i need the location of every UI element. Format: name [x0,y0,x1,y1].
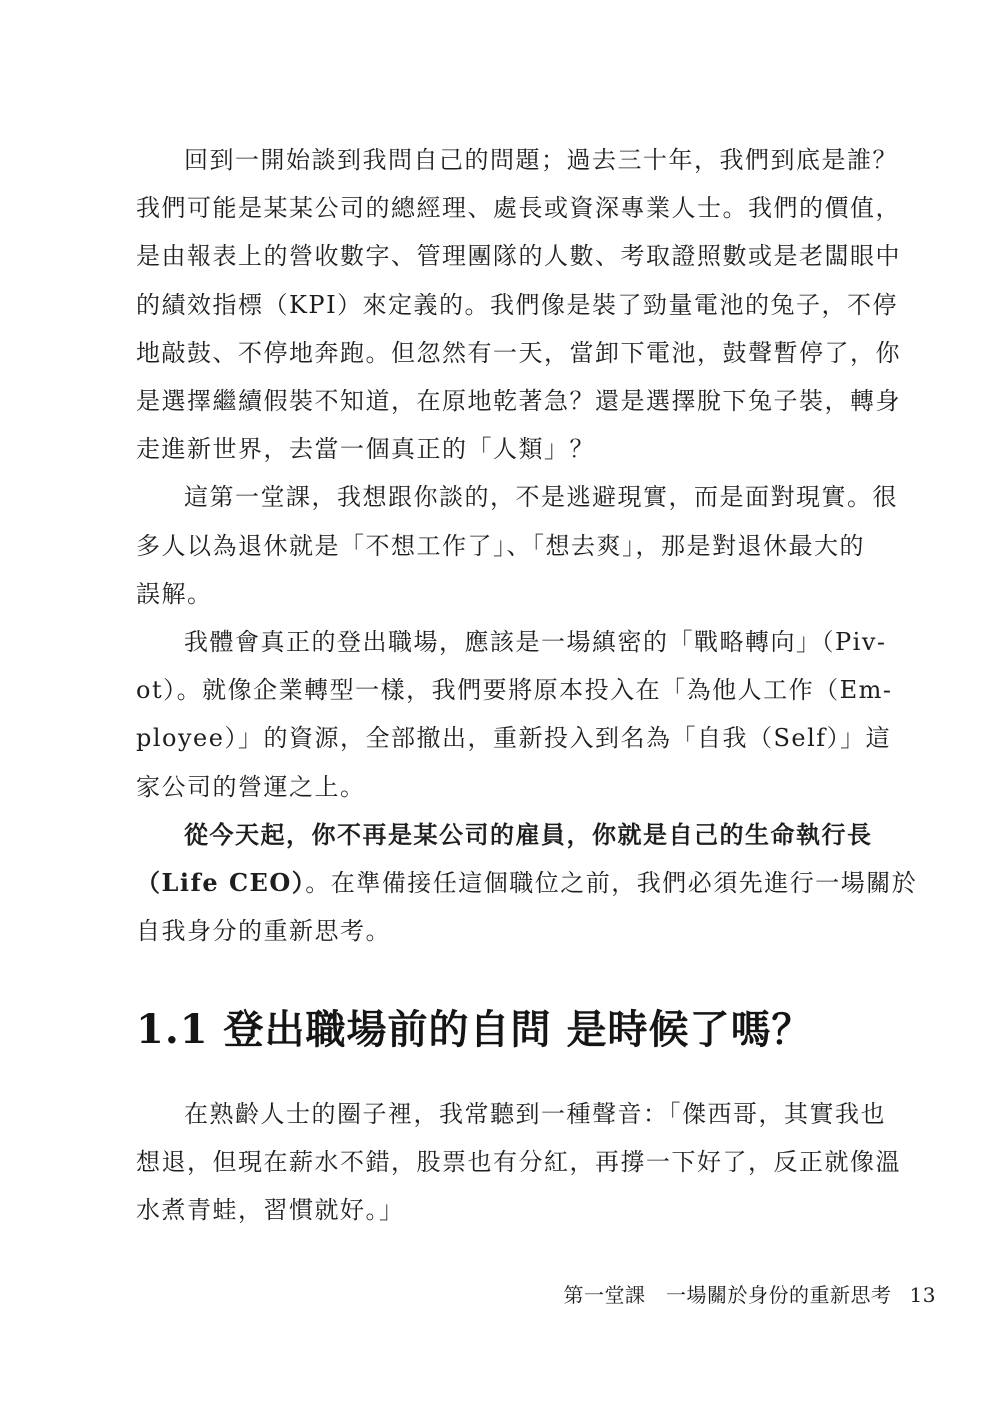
paragraph-2 [136,473,900,618]
text-line: 自我身分的重新思考。 [136,917,391,946]
text-line: 回到一開始談到我問自己的問題；過去三十年，我們到底是誰？ [184,146,898,174]
running-title: 第一堂課 一場關於身份的重新思考 [563,1283,892,1307]
text-line: 這第一堂課，我想跟你談的，不是逃避現實，而是面對現實。很 [184,483,898,512]
text-line: 家公司的營運之上。 [136,772,366,801]
text-line: 地敲鼓、不停地奔跑。但忽然有一天，當卸下電池，鼓聲暫停了，你 [136,338,901,367]
body-text-top [136,136,918,955]
body-text-bottom [136,1090,900,1235]
text-line: 在熟齡人士的圈子裡，我常聽到一種聲音：「傑西哥，其實我也 [184,1100,886,1128]
text-line: 多人以為退休就是「不想工作了」、「想去爽」，那是對退休最大的 [136,531,865,560]
text-line: 是由報表上的營收數字、管理團隊的人數、考取證照數或是老闆眼中 [136,242,901,271]
text-line: 是選擇繼續假裝不知道，在原地乾著急？還是選擇脫下兔子裝，轉身 [136,387,901,416]
text-line: 走進新世界，去當一個真正的「人類」？ [136,435,595,464]
paragraph-1 [136,136,900,473]
paragraph-4 [136,811,918,956]
text-line: 想退，但現在薪水不錯，股票也有分紅，再撐一下好了，反正就像溫 [136,1148,901,1177]
page-footer [564,1280,936,1310]
text-line: 。在準備接任這個職位之前，我們必須先進行一場關於 [305,869,918,898]
paragraph-5 [136,1090,900,1235]
text-line: ployee）」的資源，全部撤出，重新投入到名為「自我（Self）」這 [136,724,892,753]
section-heading: 1.1 登出職場前的自問 是時候了嗎？ [136,1006,813,1053]
bold-lead-line: 從今天起，你不再是某公司的雇員，你就是自己的生命執行長 [184,819,873,849]
text-line: 誤解。 [136,579,213,608]
text-line: ot）。就像企業轉型一樣，我們要將原本投入在「為他人工作（Em- [136,676,893,705]
bold-lead-continuation: （Life CEO） [136,868,306,898]
text-line: 水煮青蛙，習慣就好。」 [136,1196,405,1225]
text-line: 我體會真正的登出職場，應該是一場縝密的「戰略轉向」（Piv- [184,628,887,657]
paragraph-3 [136,618,900,811]
text-line: 我們可能是某某公司的總經理、處長或資深專業人士。我們的價值， [136,194,901,223]
text-line: 的績效指標（KPI）來定義的。我們像是裝了勁量電池的兔子，不停 [136,290,899,319]
page-number: 13 [909,1283,936,1307]
